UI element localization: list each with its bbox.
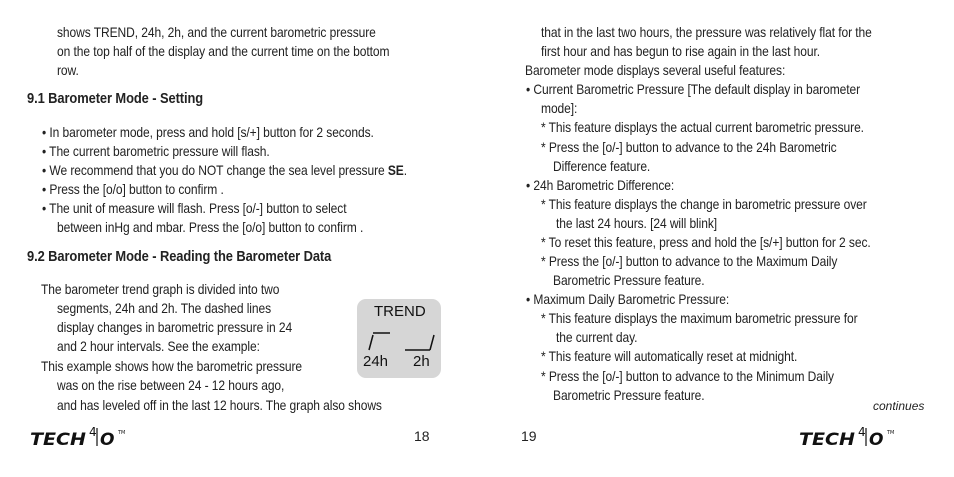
tech4o-logo (797, 425, 925, 449)
sub-list-item-continued: the current day. (556, 329, 638, 345)
section-heading-9-1: 9.1 Barometer Mode - Setting (27, 90, 204, 107)
sea-level-bold-label: SE (387, 162, 404, 178)
continues-note: continues (873, 399, 925, 413)
page-number: 19 (521, 428, 537, 444)
sub-list-item: * This feature displays the maximum barometric pressure for (541, 310, 858, 326)
period: . (403, 162, 408, 178)
label-24h: 24h (363, 353, 389, 370)
sub-list-item-continued: the last 24 hours. [24 will blink] (556, 215, 718, 231)
paragraph-line: segments, 24h and 2h. The dashed lines (57, 300, 272, 316)
list-item: • Maximum Daily Barometric Pressure: (526, 291, 730, 307)
paragraph-line: that in the last two hours, the pressure was relatively flat for the (541, 24, 872, 40)
paragraph-line: This example shows how the barometric pressure (41, 358, 303, 374)
svg-text:4: 4 (858, 425, 866, 439)
list-item-continued: mode]: (541, 100, 578, 116)
section-heading-9-2: 9.2 Barometer Mode - Reading the Barometer Data (27, 248, 332, 265)
svg-text:TM: TM (118, 430, 126, 436)
list-item: • Current Barometric Pressure [The default display in barometer (526, 81, 861, 97)
svg-text:4: 4 (89, 425, 97, 439)
svg-text:TECH: TECH (30, 430, 86, 449)
sub-list-item: * This feature displays the actual current barometric pressure. (541, 119, 864, 135)
sub-list-item: * Press the [o/-] button to advance to the Maximum Daily (541, 253, 838, 269)
sub-list-item: * This feature displays the change in barometric pressure over (541, 196, 867, 212)
paragraph-line: The barometer trend graph is divided into two (41, 281, 280, 297)
label-2h: 2h (413, 353, 430, 370)
trend-label: TREND (374, 303, 426, 320)
list-item: • Press the [o/o] button to confirm . (42, 181, 224, 197)
paragraph-line: was on the rise between 24 - 12 hours ago, (57, 377, 285, 393)
intro-line: on the top half of the display and the current time on the bottom (57, 43, 390, 59)
paragraph-line: display changes in barometric pressure in 24 (57, 319, 293, 335)
barometer-trend-display (357, 299, 441, 378)
paragraph-line: first hour and has begun to rise again in the last hour. (541, 43, 820, 59)
intro-line: row. (57, 62, 79, 78)
list-item-text: • We recommend that you do NOT change the sea level pressure (42, 162, 385, 178)
list-item (42, 162, 407, 178)
svg-text:TM: TM (887, 430, 895, 436)
svg-text:O: O (869, 430, 884, 449)
sub-list-item-continued: Barometric Pressure feature. (553, 272, 705, 288)
sub-list-item-continued: Difference feature. (553, 158, 651, 174)
list-item: • 24h Barometric Difference: (526, 177, 675, 193)
paragraph-line: and has leveled off in the last 12 hours. The graph also shows (57, 397, 382, 413)
paragraph-line: Barometer mode displays several useful features: (525, 62, 786, 78)
page-number: 18 (414, 428, 430, 444)
sub-list-item: * This feature will automatically reset at midnight. (541, 348, 798, 364)
sub-list-item: * Press the [o/-] button to advance to the 24h Barometric (541, 139, 837, 155)
list-item: • The unit of measure will flash. Press [o/-] button to select (42, 200, 347, 216)
tech4o-logo-image (28, 425, 156, 449)
paragraph-line: and 2 hour intervals. See the example: (57, 338, 260, 354)
intro-line: shows TREND, 24h, 2h, and the current barometric pressure (57, 24, 376, 40)
svg-text:TECH: TECH (799, 430, 855, 449)
sub-list-item-continued: Barometric Pressure feature. (553, 387, 705, 403)
sub-list-item: * Press the [o/-] button to advance to the Minimum Daily (541, 368, 834, 384)
tech4o-logo-image (797, 425, 925, 449)
list-item-continued: between inHg and mbar. Press the [o/o] button to confirm . (57, 219, 364, 235)
svg-text:O: O (100, 430, 115, 449)
tech4o-logo (28, 425, 156, 449)
list-item: • In barometer mode, press and hold [s/+] button for 2 seconds. (42, 124, 374, 140)
list-item: • The current barometric pressure will flash. (42, 143, 270, 159)
sub-list-item: * To reset this feature, press and hold the [s/+] button for 2 sec. (541, 234, 871, 250)
